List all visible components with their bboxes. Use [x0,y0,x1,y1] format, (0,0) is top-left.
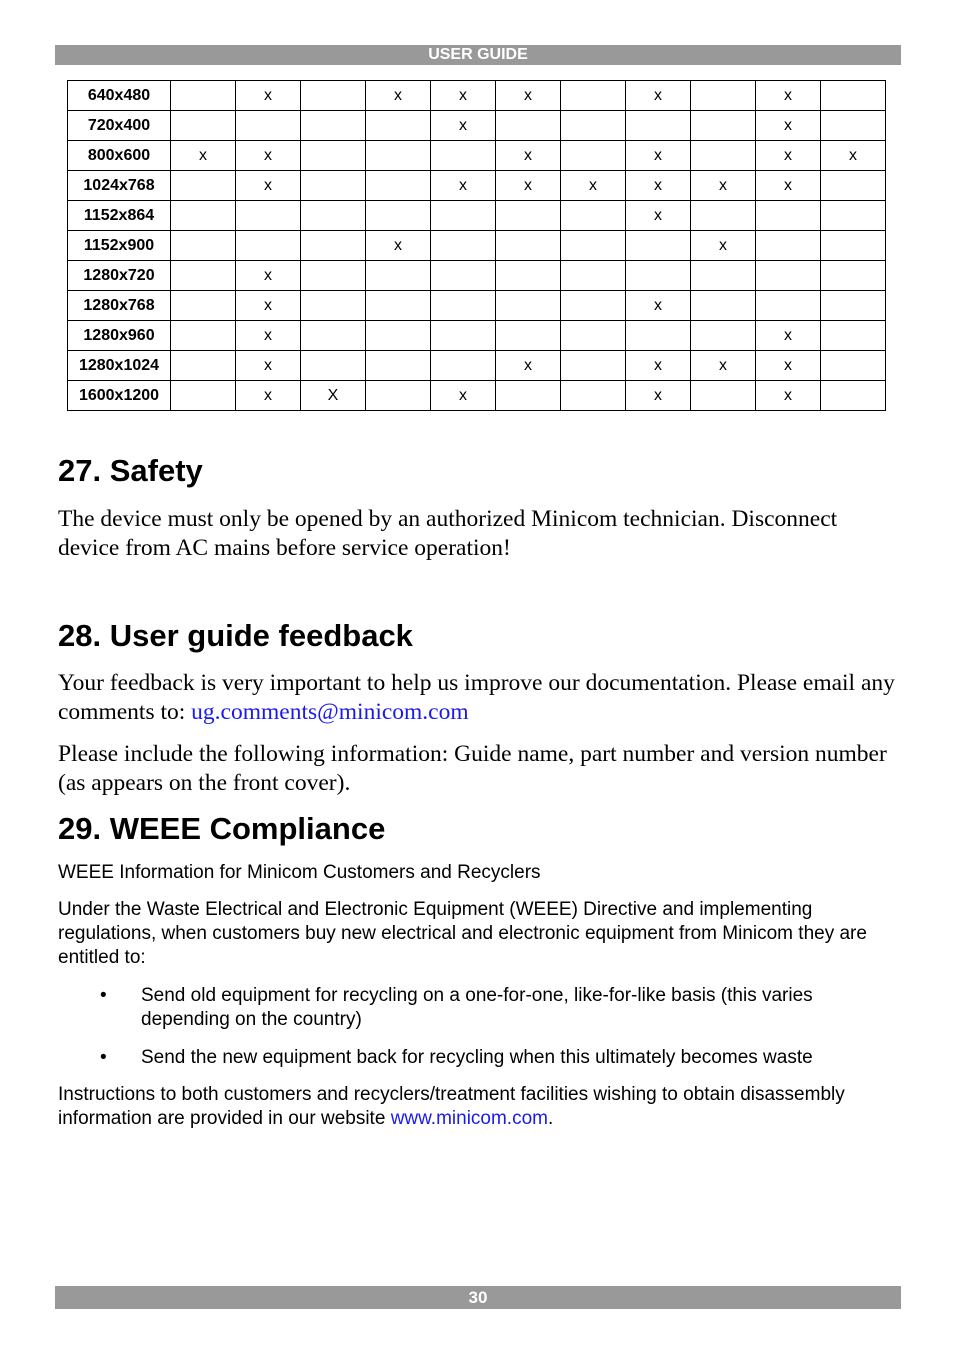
table-cell: x [626,351,691,381]
table-cell [366,201,431,231]
table-cell: x [236,261,301,291]
table-cell [236,231,301,261]
table-cell [821,381,886,411]
weee-closing [58,1083,903,1131]
bullet-item: Send the new equipment back for recycling when this ultimately becomes waste [141,1047,813,1068]
bullet-marker: • [100,1047,107,1068]
table-cell: x [236,351,301,381]
table-row [68,81,886,111]
header-title: USER GUIDE [428,46,528,63]
table-cell: x [496,141,561,171]
weee-paragraph: Under the Waste Electrical and Electronic Equipment (WEEE) Directive and implementing regulations, when customers buy new electrical and electronic equipment from Minicom they are entitled to: [58,899,867,968]
resolution-label: 1600x1200 [68,381,171,411]
table-cell [171,291,236,321]
resolution-label: 1152x900 [68,231,171,261]
feedback-heading: 28. User guide feedback [58,618,413,653]
table-cell [691,141,756,171]
table-cell [366,141,431,171]
table-cell [821,261,886,291]
table-cell [561,321,626,351]
table-cell: x [431,81,496,111]
table-cell: x [691,351,756,381]
table-cell [626,111,691,141]
table-cell [561,231,626,261]
table-cell [691,291,756,321]
table-cell [496,381,561,411]
table-cell [236,111,301,141]
table-cell [496,261,561,291]
table-cell [366,381,431,411]
table-cell: x [626,381,691,411]
table-cell: x [756,81,821,111]
table-cell [171,231,236,261]
table-cell [171,171,236,201]
table-cell [691,261,756,291]
feedback-text: Your feedback is very important to help us improve our documentation. Please email any comments to: [58,670,895,725]
table-cell [561,111,626,141]
table-cell [431,321,496,351]
table-cell [171,111,236,141]
resolution-label: 1024x768 [68,171,171,201]
table-cell: x [431,111,496,141]
table-cell [301,321,366,351]
table-cell [301,291,366,321]
resolution-label: 1152x864 [68,201,171,231]
table-cell [431,291,496,321]
table-cell: x [626,201,691,231]
table-cell [691,111,756,141]
table-cell [171,261,236,291]
table-cell: x [366,231,431,261]
table-cell [561,351,626,381]
resolution-label: 800x600 [68,141,171,171]
table-row [68,291,886,321]
table-cell: x [691,231,756,261]
table-cell [496,321,561,351]
table-cell: x [756,381,821,411]
table-cell [366,351,431,381]
table-cell: x [626,291,691,321]
table-cell [496,231,561,261]
bullet-item: Send old equipment for recycling on a one-for-one, like-for-like basis (this varies depending on the country) [141,985,813,1030]
table-cell: x [626,81,691,111]
table-cell: x [496,171,561,201]
table-cell [626,261,691,291]
table-cell [171,81,236,111]
feedback-info-paragraph: Please include the following information: Guide name, part number and version number (as appears on the front cover). [58,741,887,796]
table-cell [171,381,236,411]
weee-heading: 29. WEEE Compliance [58,811,386,846]
table-row [68,201,886,231]
table-row [68,141,886,171]
table-cell [691,381,756,411]
table-cell: x [626,171,691,201]
table-cell: x [626,141,691,171]
safety-body: The device must only be opened by an authorized Minicom technician. Disconnect device from AC mains before service operation! [58,506,838,561]
table-row [68,381,886,411]
website-link[interactable]: www.minicom.com [390,1108,548,1129]
table-cell [626,231,691,261]
table-row [68,261,886,291]
table-cell [821,171,886,201]
table-cell [561,141,626,171]
table-cell [756,261,821,291]
table-row [68,171,886,201]
table-cell [171,321,236,351]
table-cell [301,351,366,381]
table-cell [366,171,431,201]
table-cell: x [821,141,886,171]
table-cell [496,201,561,231]
table-cell [431,351,496,381]
table-cell [301,201,366,231]
table-cell: x [691,171,756,201]
table-cell [821,231,886,261]
table-cell [301,81,366,111]
resolution-label: 1280x720 [68,261,171,291]
table-cell [561,201,626,231]
table-cell: x [756,141,821,171]
table-cell: x [236,171,301,201]
table-cell [301,111,366,141]
resolution-table-body [68,81,886,411]
resolution-table [67,80,886,411]
table-cell [561,261,626,291]
feedback-email-link[interactable]: ug.comments@minicom.com [191,699,469,725]
table-cell [496,291,561,321]
table-row [68,231,886,261]
table-cell: x [756,111,821,141]
table-cell: x [756,171,821,201]
table-cell: x [756,321,821,351]
table-cell [171,351,236,381]
footer-band [55,1286,901,1309]
bullet-marker: • [100,985,107,1006]
weee-closing-end: . [548,1108,554,1129]
table-cell [301,141,366,171]
table-cell [561,81,626,111]
table-cell [821,321,886,351]
table-cell [756,231,821,261]
table-cell: x [756,351,821,381]
table-cell: x [496,351,561,381]
table-cell [756,291,821,321]
table-cell [821,81,886,111]
table-cell [366,111,431,141]
table-cell: x [561,171,626,201]
table-cell [431,261,496,291]
page-number: 30 [468,1288,488,1307]
table-cell [691,81,756,111]
resolution-label: 720x400 [68,111,171,141]
header-band [55,45,901,65]
table-cell [366,321,431,351]
table-cell [821,111,886,141]
table-cell: X [301,381,366,411]
resolution-label: 1280x1024 [68,351,171,381]
table-cell: x [431,381,496,411]
resolution-label: 1280x768 [68,291,171,321]
feedback-paragraph [58,669,903,727]
table-cell [301,231,366,261]
table-cell [821,351,886,381]
table-row [68,321,886,351]
table-cell [366,261,431,291]
table-cell: x [366,81,431,111]
table-cell [691,321,756,351]
table-cell [821,291,886,321]
table-row [68,351,886,381]
table-cell [756,201,821,231]
table-cell: x [236,81,301,111]
table-cell [691,201,756,231]
table-cell [171,201,236,231]
table-cell [821,201,886,231]
weee-intro: WEEE Information for Minicom Customers and Recyclers [58,862,541,883]
resolution-label: 640x480 [68,81,171,111]
weee-closing-text: Instructions to both customers and recyclers/treatment facilities wishing to obtain disassembly information are provided in our website [58,1084,845,1129]
table-cell: x [496,81,561,111]
table-cell [431,141,496,171]
table-cell [366,291,431,321]
table-cell: x [236,321,301,351]
table-cell [431,201,496,231]
table-cell [626,321,691,351]
resolution-label: 1280x960 [68,321,171,351]
safety-heading: 27. Safety [58,453,203,488]
table-cell [301,171,366,201]
table-row [68,111,886,141]
table-cell: x [236,141,301,171]
table-cell [496,111,561,141]
table-cell: x [236,381,301,411]
table-cell [431,231,496,261]
table-cell [236,201,301,231]
table-cell [301,261,366,291]
table-cell: x [171,141,236,171]
table-cell [561,381,626,411]
table-cell [561,291,626,321]
table-cell: x [236,291,301,321]
table-cell: x [431,171,496,201]
